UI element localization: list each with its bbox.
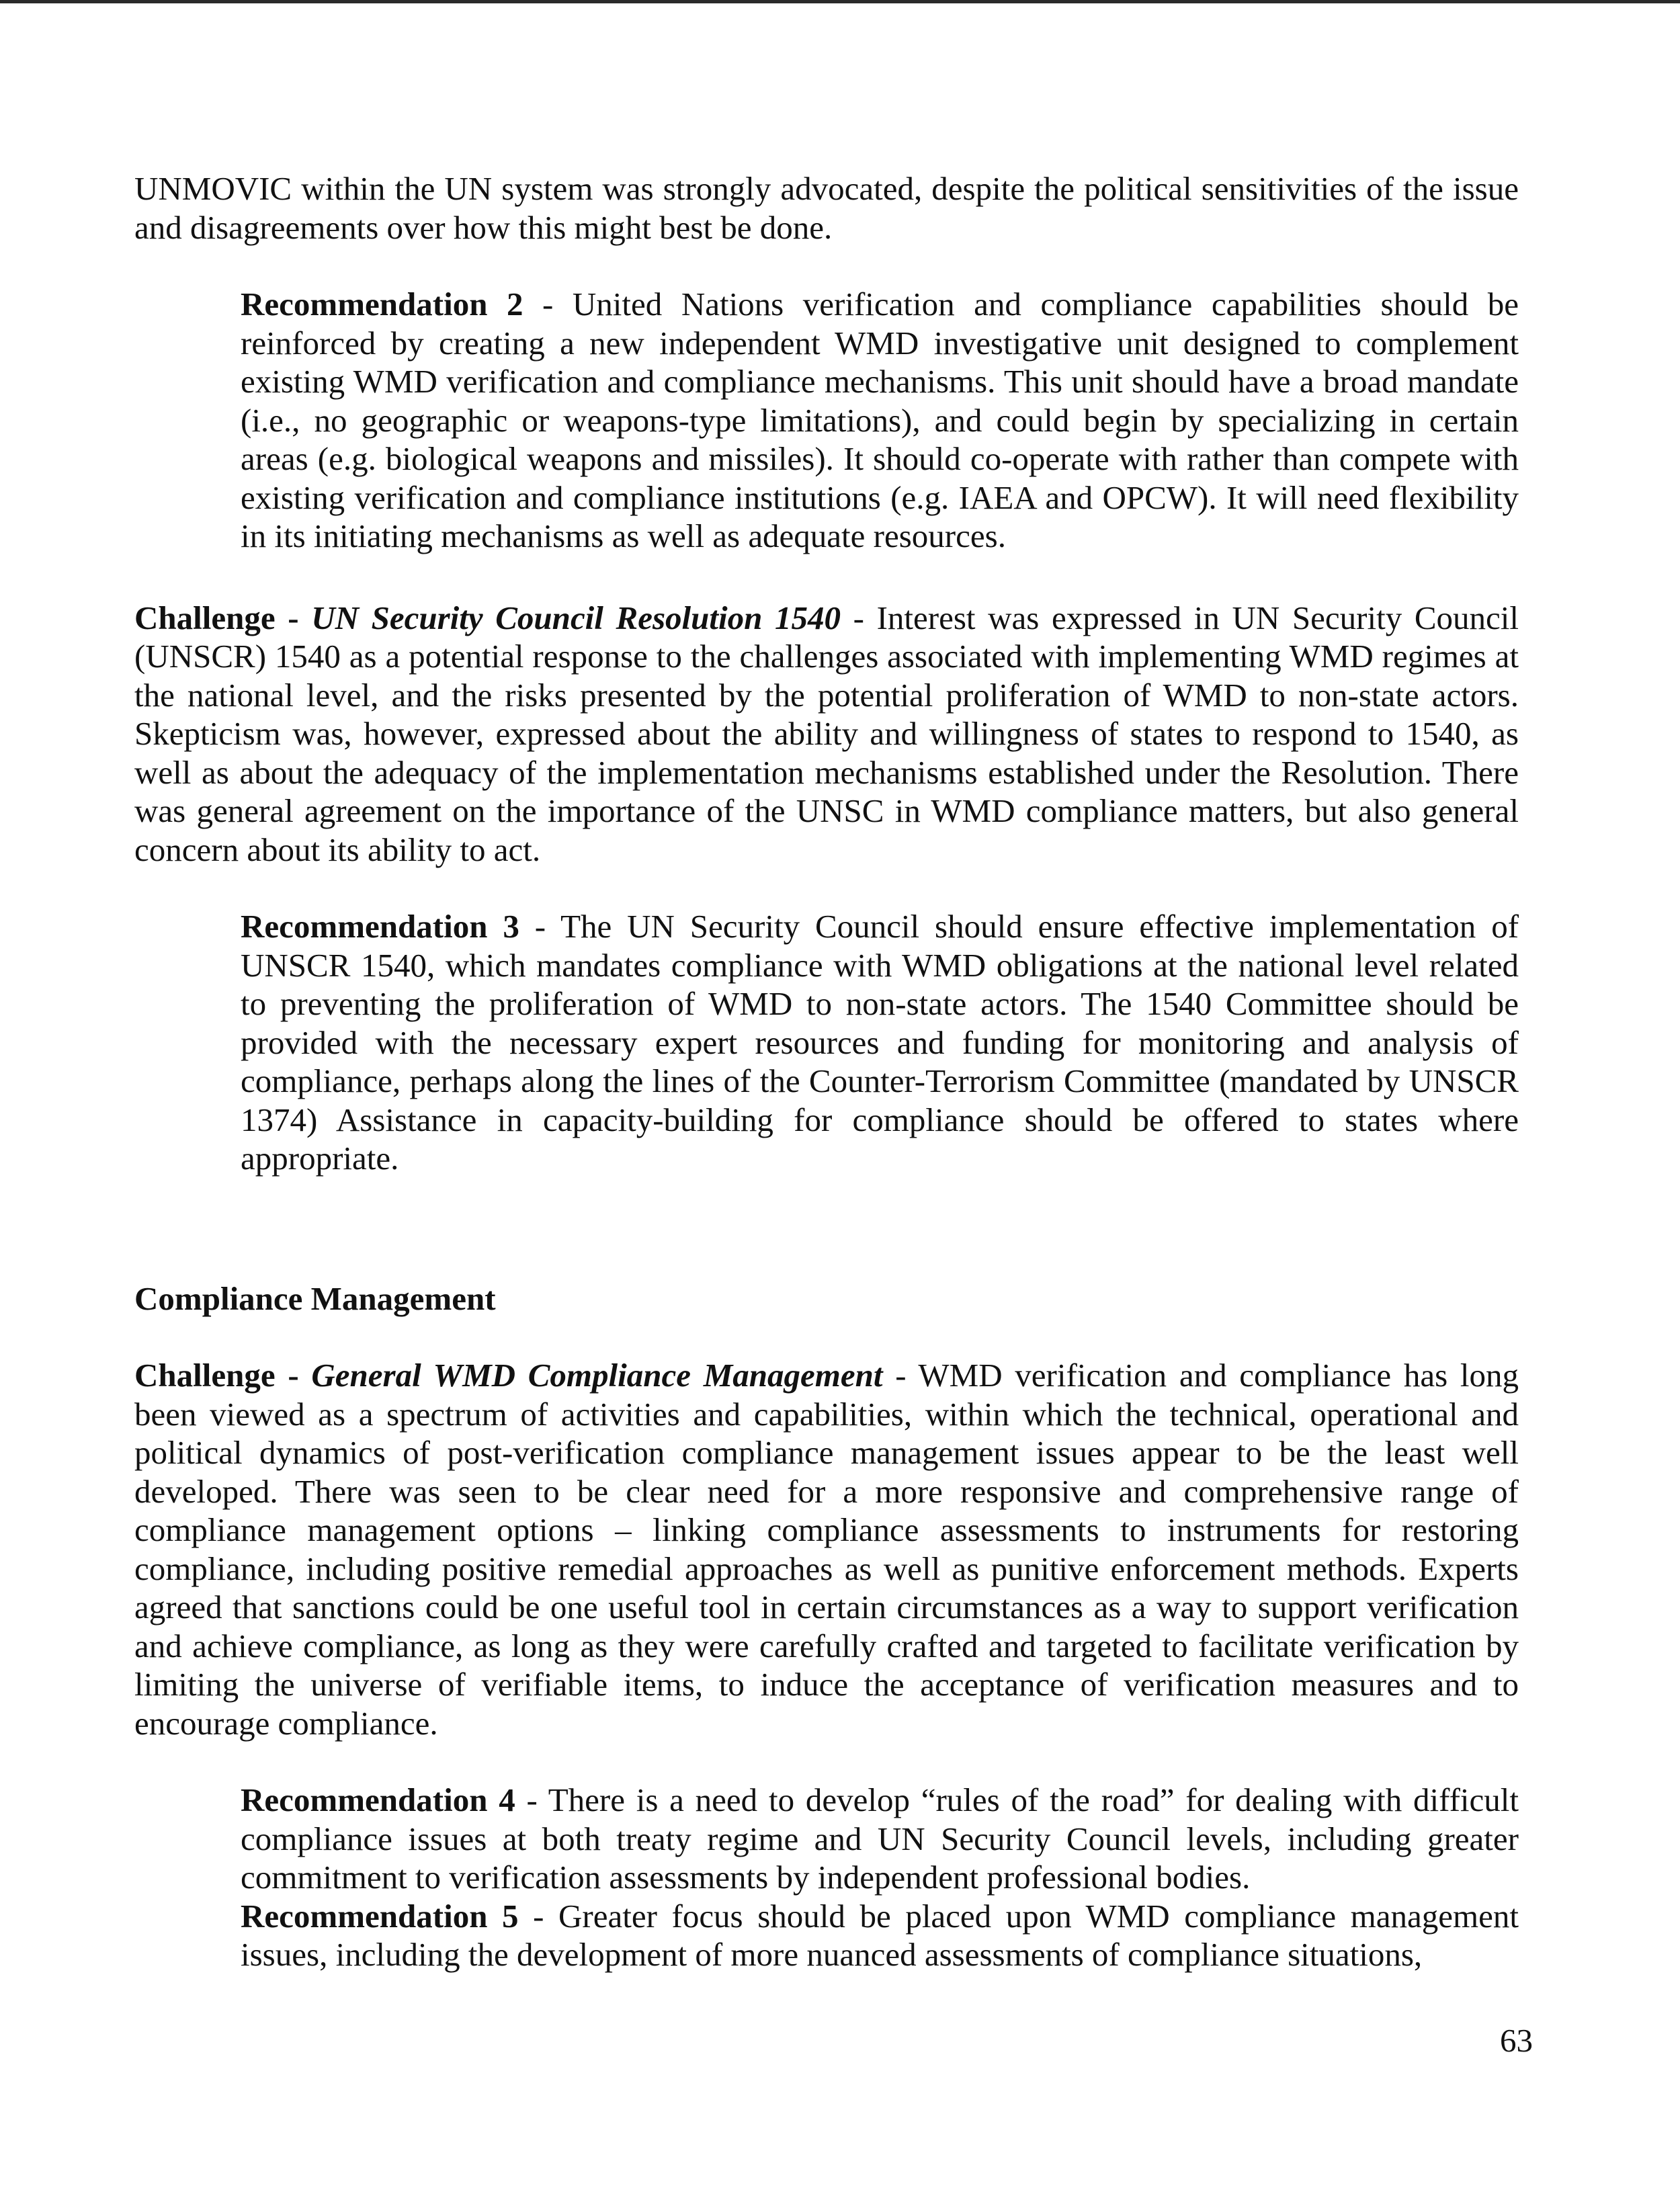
recommendation-4-label: Recommendation 4 [241,1781,515,1818]
recommendation-3-text: - The UN Security Council should ensure effective implementation of UNSCR 1540, which mandates compliance with WMD obligations at the national level related to preventing the proliferation of WMD to non-state actors. The 1540 Committee should be provided with the necessary expert resources and funding for monitoring and analysis of compliance, perhaps along the lines of the Counter-Terrorism Committee (mandated by UNSCR 1374) Assistance in capacity-building for compliance should be offered to states where appropriate. [241,908,1519,1177]
recommendation-4 [241,1781,1519,1897]
recommendation-2-label: Recommendation 2 [241,286,523,323]
recommendation-5-text: - Greater focus should be placed upon WMD compliance management issues, including the development of more nuanced assessments of compliance situations, [241,1897,1519,1973]
challenge-1-title: UN Security Council Resolution 1540 [311,599,841,636]
document-body [134,169,1519,1974]
challenge-1-label: Challenge - [134,599,312,636]
challenge-general-compliance [134,1356,1519,1742]
recommendation-2 [241,285,1519,556]
challenge-2-label: Challenge - [134,1357,312,1394]
recommendation-5-label: Recommendation 5 [241,1897,519,1935]
paragraph-unmovic [134,169,1519,247]
scan-top-edge [0,0,1680,3]
challenge-2-text: - WMD verification and compliance has long been viewed as a spectrum of activities and capabilities, within which the technical, operational and political dynamics of post-verification compliance management issues appear to be the least well developed. There was seen to be clear need for a more responsive and comprehensive range of compliance management options – linking compliance assessments to instruments for restoring compliance, including positive remedial approaches as well as punitive enforcement methods. Experts agreed that sanctions could be one useful tool in certain circumstances as a way to support verification and achieve compliance, as long as they were carefully crafted and targeted to facilitate verification by limiting the universe of verifiable items, to induce the acceptance of verification measures and to encourage compliance. [134,1357,1519,1742]
page-number: 63 [1500,2022,1533,2059]
recommendation-4-text: - There is a need to develop “rules of the road” for dealing with difficult compliance issues at both treaty regime and UN Security Council levels, including greater commitment to verification assessments by independent professional bodies. [241,1781,1519,1896]
section-heading-compliance-management: Compliance Management [134,1279,496,1317]
challenge-2-title: General WMD Compliance Management [311,1357,883,1394]
challenge-unscr-1540 [134,599,1519,870]
paragraph-unmovic-text: UNMOVIC within the UN system was strongly advocated, despite the political sensitivities of the issue and disagreements over how this might best be done. [134,170,1519,246]
recommendation-5 [241,1897,1519,1974]
recommendation-3 [241,907,1519,1178]
recommendation-3-label: Recommendation 3 [241,908,519,945]
challenge-1-text: - Interest was expressed in UN Security Council (UNSCR) 1540 as a potential response to the challenges associated with implementing WMD regimes at the national level, and the risks presented by the potential proliferation of WMD to non-state actors. Skepticism was, however, expressed about the ability and willingness of states to respond to 1540, as well as about the adequacy of the implementation mechanisms established under the Resolution. There was general agreement on the importance of the UNSC in WMD compliance matters, but also general concern about its ability to act. [134,599,1519,868]
recommendation-2-text: - United Nations verification and compliance capabilities should be reinforced by creating a new independent WMD investigative unit designed to complement existing WMD verification and compliance mechanisms. This unit should have a broad mandate (i.e., no geographic or weapons-type limitations), and could begin by specializing in certain areas (e.g. biological weapons and missiles). It should co-operate with rather than compete with existing verification and compliance institutions (e.g. IAEA and OPCW). It will need flexibility in its initiating mechanisms as well as adequate resources. [241,286,1519,554]
